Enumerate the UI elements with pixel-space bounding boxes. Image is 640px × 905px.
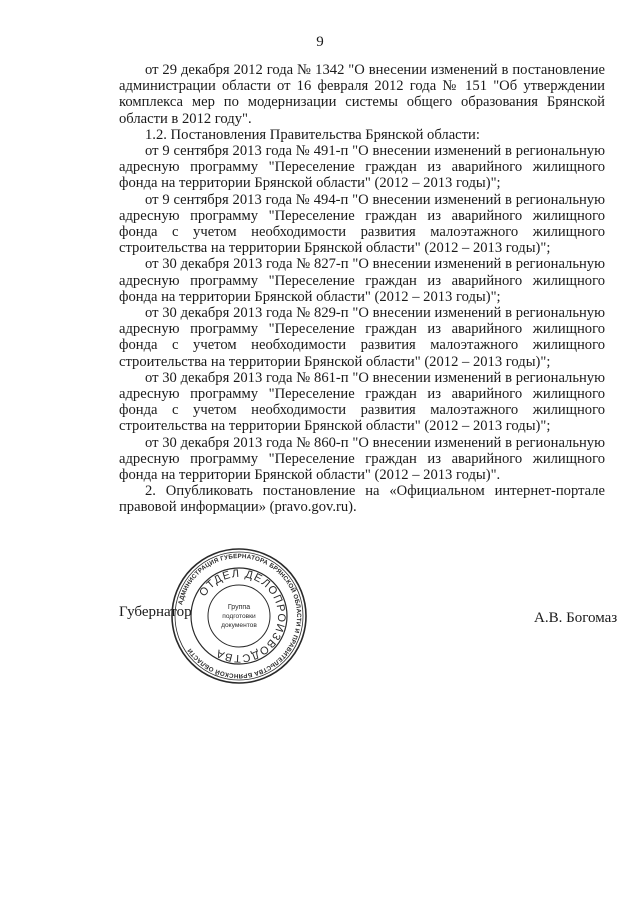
- paragraph: от 30 декабря 2013 года № 860-п "О внесении изменений в региональную адресную программу "Переселение граждан из аварийного жилищного фонда на территории Брянской области" (2012 – 2013 годы)".: [119, 434, 605, 484]
- page-number: 9: [316, 34, 324, 50]
- paragraph: 1.2. Постановления Правительства Брянской области:: [145, 126, 480, 143]
- paragraph: от 30 декабря 2013 года № 827-п "О внесении изменений в региональную адресную программу "Переселение граждан из аварийного жилищного фонда на территории Брянской области" (2012 – 2013 годы)";: [119, 256, 605, 305]
- seal-center-line2: подготовки: [222, 613, 256, 620]
- seal-center-line1: Группа: [227, 604, 251, 611]
- seal-inner-text: ОТДЕЛ ДЕЛОПРОИЗВОДСТВА: [197, 567, 288, 665]
- document-body: [119, 62, 605, 516]
- seal-outer-text: АДМИНИСТРАЦИЯ ГУБЕРНАТОРА БРЯНСКОЙ ОБЛАСТИ И ПРАВИТЕЛЬСТВА БРЯНСКОЙ ОБЛАСТИ: [177, 552, 303, 680]
- paragraph: от 30 декабря 2013 года № 861-п "О внесении изменений в региональную адресную программу "Переселение граждан из аварийного жилищного фонда с учетом необходимости развития малоэтажного жилищного строительства на территории Брянской области" (2012 – 2013 годы)";: [119, 369, 605, 435]
- paragraph: от 29 декабря 2012 года № 1342 "О внесении изменений в постановление администрации области от 16 февраля 2012 года № 151 "Об утверждении комплекса мер по модернизации системы общего образования Брянской области в 2012 году".: [119, 62, 605, 127]
- paragraph: от 9 сентября 2013 года № 494-п "О внесении изменений в региональную адресную программу "Переселение граждан из аварийного жилищного фонда с учетом необходимости развития малоэтажного жилищного строительства на территории Брянской области" (2012 – 2013 годы)";: [119, 191, 605, 257]
- seal-center-line3: документов: [221, 622, 257, 629]
- seal-graphic: [170, 547, 308, 685]
- paragraph: от 30 декабря 2013 года № 829-п "О внесении изменений в региональную адресную программу "Переселение граждан из аварийного жилищного фонда с учетом необходимости развития малоэтажного жилищного строительства на территории Брянской области" (2012 – 2013 годы)";: [119, 305, 605, 370]
- signatory-position: Губернатор: [119, 604, 192, 620]
- paragraph: от 9 сентября 2013 года № 491-п "О внесении изменений в региональную адресную программу "Переселение граждан из аварийного жилищного фонда на территории Брянской области" (2012 – 2013 годы)";: [119, 143, 605, 192]
- paragraph: 2. Опубликовать постановление на «Официальном интернет-портале правовой информации» (pravo.gov.ru).: [119, 483, 605, 516]
- official-seal: [170, 547, 308, 685]
- signatory-name: А.В. Богомаз: [534, 610, 618, 626]
